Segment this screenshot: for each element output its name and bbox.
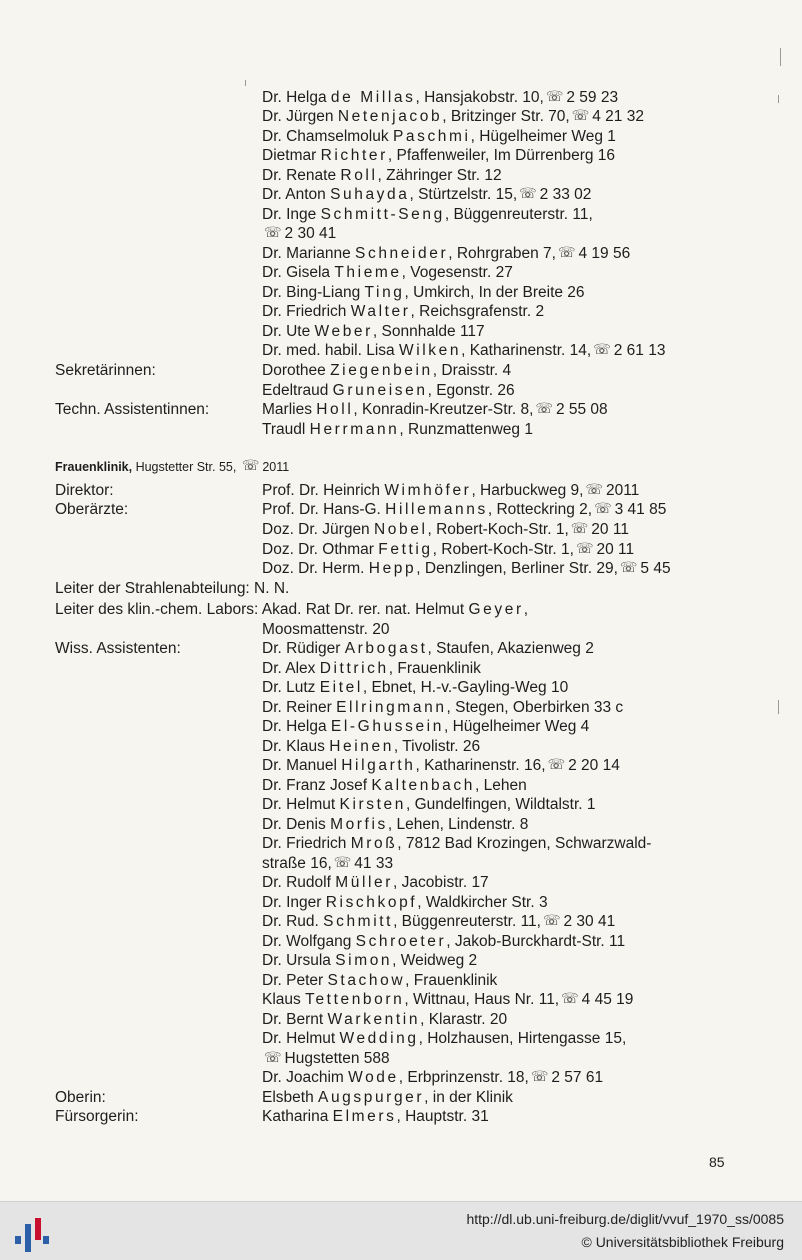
entry-text: , Lehen, Lindenstr. 8 — [387, 816, 529, 833]
directory-entry — [262, 146, 615, 165]
entry-text: Dr. Franz Josef — [262, 777, 372, 794]
directory-entry — [262, 88, 618, 107]
entry-text: , Robert-Koch-Str. 1, — [427, 521, 569, 538]
entry-text: Dr. Bernt — [262, 1011, 328, 1028]
entry-text: , — [523, 601, 529, 618]
surname: Morfis — [330, 816, 388, 833]
entry-text: Hugstetten 588 — [284, 1050, 390, 1067]
directory-entry — [262, 107, 644, 126]
entry-text: Dr. Peter — [262, 972, 328, 989]
surname: Thieme — [334, 264, 402, 281]
entry-text: Dr. Marianne — [262, 245, 356, 262]
category-label — [55, 579, 289, 598]
directory-entry — [262, 381, 515, 400]
directory-entry — [262, 400, 608, 419]
surname: Elmers — [332, 1108, 397, 1125]
entry-text: Edeltraud — [262, 382, 333, 399]
entry-text: Dr. Rud. — [262, 913, 324, 930]
entry-text: , Frauenklinik — [405, 972, 498, 989]
telephone-icon: ☏ — [542, 912, 561, 928]
telephone-icon: ☏ — [545, 88, 564, 104]
telephone-icon: ☏ — [593, 341, 611, 357]
directory-entry — [262, 717, 589, 736]
entry-text: , Egonstr. 26 — [427, 382, 515, 399]
entry-text: , Tivolistr. 26 — [393, 738, 481, 755]
directory-entry — [262, 639, 594, 658]
entry-text: Dr. Wolfgang — [262, 933, 356, 950]
entry-text: Dr. Inge — [262, 206, 321, 223]
telephone-icon: ☏ — [571, 107, 590, 123]
entry-text: Dr. Reiner — [262, 699, 337, 716]
entry-text: Prof. Dr. Heinrich — [262, 482, 385, 499]
surname: Tettenborn — [305, 991, 405, 1008]
entry-text: Dietmar — [262, 147, 321, 164]
directory-entry — [262, 166, 502, 185]
entry-text: Leiter des klin.-chem. Labors: Akad. Rat Dr. rer. nat. Helmut — [55, 601, 469, 618]
category-label — [55, 1107, 139, 1126]
entry-text: , Runzmattenweg 1 — [399, 421, 533, 438]
surname: Richter — [320, 147, 388, 164]
entry-text: Dr. Lutz — [262, 679, 320, 696]
telephone-icon: ☏ — [264, 224, 282, 240]
entry-text: , Draisstr. 4 — [432, 362, 512, 379]
surname: Weber — [314, 323, 373, 340]
entry-text: Dr. Rudolf — [262, 874, 336, 891]
category-label — [55, 500, 128, 519]
directory-entry — [262, 559, 671, 578]
surname: Hepp — [368, 560, 417, 577]
entry-text: Direktor: — [55, 482, 114, 499]
telephone-icon: ☏ — [530, 1068, 549, 1084]
directory-entry — [262, 1068, 603, 1087]
entry-text: Doz. Dr. Herm. — [262, 560, 369, 577]
entry-text: Dr. Renate — [262, 167, 341, 184]
margin-mark — [780, 48, 781, 66]
entry-text: , Stegen, Oberbirken 33 c — [446, 699, 624, 716]
entry-text: Dr. Rüdiger — [262, 640, 345, 657]
entry-text: , Sonnhalde 117 — [372, 323, 485, 340]
directory-entry — [262, 990, 633, 1009]
section-heading-title: Frauenklinik, — [55, 460, 133, 474]
directory-entry — [262, 361, 511, 380]
entry-text: , Katharinenstr. 16, — [415, 757, 546, 774]
margin-mark — [245, 80, 246, 86]
entry-text: Sekretärinnen: — [55, 362, 156, 379]
entry-text: Dr. Jürgen — [262, 108, 338, 125]
directory-entry — [262, 127, 616, 146]
entry-text: Oberärzte: — [55, 501, 129, 518]
directory-entry — [262, 815, 528, 834]
entry-text: , Hügelheimer Weg 1 — [470, 128, 616, 145]
entry-text: Traudl — [262, 421, 310, 438]
surname: Simon — [335, 952, 393, 969]
directory-entry — [262, 834, 651, 853]
surname: Fettig — [378, 541, 433, 558]
entry-text: , Britzinger Str. 70, — [442, 108, 570, 125]
directory-entry — [262, 481, 639, 500]
directory-entry — [262, 540, 634, 559]
entry-text: , Rotteckring 2, — [487, 501, 593, 518]
entry-text: Dr. Helmut — [262, 1030, 340, 1047]
surname: Stachow — [327, 972, 406, 989]
category-label — [55, 639, 181, 658]
entry-text: Dr. Friedrich — [262, 303, 351, 320]
entry-text: , Katharinenstr. 14, — [461, 342, 592, 359]
surname: Wilken — [398, 342, 462, 359]
entry-text: Dr. Helmut — [262, 796, 340, 813]
entry-text: Wiss. Assistenten: — [55, 640, 181, 657]
copyright-notice: © Universitätsbibliothek Freiburg — [581, 1234, 784, 1250]
entry-text: Moosmattenstr. 20 — [262, 621, 390, 638]
category-label — [55, 400, 209, 419]
directory-entry — [262, 698, 623, 717]
entry-text: Dr. med. habil. Lisa — [262, 342, 399, 359]
entry-text: , Erbprinzenstr. 18, — [398, 1069, 529, 1086]
telephone-icon: ☏ — [241, 457, 260, 473]
directory-entry — [262, 1049, 390, 1068]
telephone-icon: ☏ — [575, 540, 594, 556]
surname: de Millas — [330, 89, 416, 106]
entry-text: , Robert-Koch-Str. 1, — [432, 541, 574, 558]
surname: Hilgarth — [341, 757, 416, 774]
entry-text: Prof. Dr. Hans-G. — [262, 501, 386, 518]
entry-text: , Umkirch, In der Breite 26 — [404, 284, 585, 301]
directory-entry — [262, 500, 666, 519]
surname: Paschmi — [392, 128, 471, 145]
entry-text: , Denzlingen, Berliner Str. 29, — [416, 560, 618, 577]
entry-text: Dr. Ute — [262, 323, 315, 340]
section-heading-address: Hugstetter Str. 55, — [132, 460, 237, 474]
surname: Nobel — [374, 521, 428, 538]
surname: Dittrich — [319, 660, 389, 677]
telephone-icon: ☏ — [594, 500, 612, 516]
directory-entry — [262, 912, 615, 931]
entry-text: Dr. Chamselmoluk — [262, 128, 393, 145]
directory-entry — [262, 659, 481, 678]
category-label — [55, 481, 114, 500]
directory-entry — [262, 283, 585, 302]
directory-entry — [262, 420, 533, 439]
surname: Kaltenbach — [371, 777, 475, 794]
entry-text: , Harbuckweg 9, — [471, 482, 584, 499]
directory-entry — [262, 932, 625, 951]
surname: Eitel — [319, 679, 363, 696]
directory-entry — [262, 873, 489, 892]
directory-entry — [262, 776, 527, 795]
entry-text: , Vogesenstr. 27 — [401, 264, 513, 281]
entry-text: , Lehen — [474, 777, 527, 794]
telephone-icon: ☏ — [561, 990, 579, 1006]
surname: Hillemanns — [385, 501, 488, 518]
surname: El-Ghussein — [330, 718, 444, 735]
entry-text: Elsbeth — [262, 1089, 319, 1106]
entry-text: 2 30 41 — [284, 225, 337, 242]
entry-text: Dr. Bing-Liang — [262, 284, 365, 301]
surname: Suhayda — [330, 186, 410, 203]
margin-mark — [778, 95, 779, 103]
entry-text: , Stürtzelstr. 15, — [409, 186, 518, 203]
category-label — [55, 1088, 106, 1107]
entry-text: Oberin: — [55, 1089, 106, 1106]
entry-text: , Pfaffenweiler, Im Dürrenberg 16 — [387, 147, 616, 164]
surname: Holl — [316, 401, 354, 418]
surname: Mroß — [350, 835, 398, 852]
entry-text: Dr. Inger — [262, 894, 326, 911]
surname: Geyer — [468, 601, 524, 618]
library-logo-icon — [12, 1210, 52, 1254]
directory-entry — [262, 1029, 626, 1048]
directory-entry — [262, 1010, 507, 1029]
surname: Ziegenbein — [330, 362, 433, 379]
section-heading — [55, 458, 289, 475]
entry-text: Dr. Helga — [262, 718, 331, 735]
entry-text: 20 11 — [596, 541, 635, 558]
entry-text: straße 16, — [262, 855, 332, 872]
entry-text: Dr. Klaus — [262, 738, 330, 755]
entry-text: , Ebnet, H.-v.-Gayling-Weg 10 — [362, 679, 569, 696]
entry-text: 2 57 61 — [551, 1069, 604, 1086]
permalink-url[interactable]: http://dl.ub.uni-freiburg.de/diglit/vvuf_1970_ss/0085 — [466, 1211, 784, 1227]
entry-text: Dr. Alex — [262, 660, 320, 677]
entry-text: 2 30 41 — [563, 913, 616, 930]
entry-text: , Frauenklinik — [388, 660, 481, 677]
entry-text: 2 55 08 — [555, 401, 608, 418]
surname: Wimhöfer — [384, 482, 472, 499]
entry-text: Klaus — [262, 991, 306, 1008]
entry-text: 2 33 02 — [539, 186, 592, 203]
entry-text: , in der Klinik — [424, 1089, 513, 1106]
directory-entry — [262, 185, 591, 204]
surname: Schmitt-Seng — [320, 206, 445, 223]
entry-text: , Gundelfingen, Wildtalstr. 1 — [405, 796, 596, 813]
entry-text: Techn. Assistentinnen: — [55, 401, 210, 418]
directory-entry — [262, 1088, 513, 1107]
entry-text: , Weidweg 2 — [392, 952, 478, 969]
entry-text: Dr. Anton — [262, 186, 331, 203]
section-heading-phone: 2011 — [262, 460, 290, 474]
telephone-icon: ☏ — [519, 185, 537, 201]
entry-text: Doz. Dr. Othmar — [262, 541, 379, 558]
directory-entry — [262, 893, 548, 912]
entry-text: , Staufen, Akazienweg 2 — [427, 640, 594, 657]
directory-entry — [262, 341, 665, 360]
entry-text: Dr. Manuel — [262, 757, 342, 774]
entry-text: 2 59 23 — [566, 89, 619, 106]
surname: Arbogast — [344, 640, 428, 657]
entry-text: , Rohrgraben 7, — [448, 245, 556, 262]
directory-entry — [262, 795, 596, 814]
entry-text: Dr. Gisela — [262, 264, 335, 281]
entry-text: , Jakob-Burckhardt-Str. 11 — [446, 933, 626, 950]
entry-text: , Jacobistr. 17 — [393, 874, 489, 891]
surname: Roll — [340, 167, 378, 184]
entry-text: Dr. Helga — [262, 89, 331, 106]
surname: Schneider — [355, 245, 449, 262]
entry-text: , Büggenreuterstr. 11, — [444, 206, 593, 223]
entry-text: , Wittnau, Haus Nr. 11, — [404, 991, 560, 1008]
surname: Herrmann — [309, 421, 400, 438]
entry-text: 41 33 — [354, 855, 394, 872]
entry-text: , Holzhausen, Hirtengasse 15, — [418, 1030, 627, 1047]
entry-text: , Zähringer Str. 12 — [377, 167, 502, 184]
category-label — [55, 600, 528, 619]
directory-entry — [262, 520, 629, 539]
entry-text: , Hansjakobstr. 10, — [415, 89, 544, 106]
entry-text: , Büggenreuterstr. 11, — [393, 913, 541, 930]
directory-entry — [262, 224, 336, 243]
telephone-icon: ☏ — [619, 559, 638, 575]
directory-entry — [262, 971, 497, 990]
directory-entry — [262, 302, 544, 321]
entry-text: Marlies — [262, 401, 317, 418]
page-number: 85 — [709, 1154, 725, 1170]
viewer-footer — [0, 1201, 802, 1260]
entry-text: , Waldkircher Str. 3 — [417, 894, 548, 911]
telephone-icon: ☏ — [557, 244, 576, 260]
entry-text: Dr. Joachim — [262, 1069, 349, 1086]
directory-entry — [262, 678, 568, 697]
surname: Augspurger — [318, 1089, 425, 1106]
surname: Gruneisen — [332, 382, 428, 399]
surname: Ting — [364, 284, 405, 301]
entry-text: , Hügelheimer Weg 4 — [443, 718, 590, 735]
surname: Ellringmann — [336, 699, 447, 716]
telephone-icon: ☏ — [333, 854, 352, 870]
telephone-icon: ☏ — [547, 756, 566, 772]
telephone-icon: ☏ — [535, 400, 553, 416]
entry-text: 4 21 32 — [592, 108, 644, 125]
entry-text: Katharina — [262, 1108, 333, 1125]
telephone-icon: ☏ — [264, 1049, 282, 1065]
margin-mark — [778, 700, 779, 714]
entry-text: , Konradin-Kreutzer-Str. 8, — [353, 401, 534, 418]
entry-text: Fürsorgerin: — [55, 1108, 139, 1125]
entry-text: 2 20 14 — [568, 757, 620, 774]
directory-entry — [262, 1107, 489, 1126]
entry-text: , Hauptstr. 31 — [396, 1108, 489, 1125]
entry-text: Dorothee — [262, 362, 331, 379]
entry-text: 3 41 85 — [614, 501, 667, 518]
surname: Schmitt — [323, 913, 394, 930]
category-label — [55, 361, 156, 380]
entry-text: , 7812 Bad Krozingen, Schwarzwald- — [397, 835, 652, 852]
directory-entry — [262, 263, 513, 282]
directory-entry — [262, 737, 480, 756]
directory-entry — [262, 322, 485, 341]
entry-text: , Klarastr. 20 — [420, 1011, 508, 1028]
entry-text: , Reichsgrafenstr. 2 — [410, 303, 545, 320]
entry-text: 2 61 13 — [613, 342, 666, 359]
surname: Warkentin — [327, 1011, 421, 1028]
entry-text: 20 11 — [591, 521, 629, 538]
entry-text: 5 45 — [640, 560, 671, 577]
surname: Wode — [348, 1069, 399, 1086]
directory-entry — [262, 205, 593, 224]
telephone-icon: ☏ — [585, 481, 603, 497]
entry-text: 4 45 19 — [581, 991, 634, 1008]
entry-text: Dr. Ursula — [262, 952, 336, 969]
surname: Walter — [350, 303, 411, 320]
entry-text: Dr. Friedrich — [262, 835, 351, 852]
entry-text: Leiter der Strahlenabteilung: N. N. — [55, 580, 290, 597]
surname: Müller — [335, 874, 394, 891]
entry-text: 4 19 56 — [578, 245, 631, 262]
surname: Heinen — [329, 738, 394, 755]
entry-text: Doz. Dr. Jürgen — [262, 521, 374, 538]
directory-entry — [262, 620, 390, 639]
directory-entry — [262, 951, 477, 970]
surname: Rischkopf — [325, 894, 418, 911]
directory-entry — [262, 854, 393, 873]
surname: Netenjacob — [337, 108, 443, 125]
directory-entry — [262, 756, 620, 775]
directory-entry — [262, 244, 630, 263]
entry-text: 2011 — [605, 482, 640, 499]
entry-text: Dr. Denis — [262, 816, 331, 833]
surname: Wedding — [339, 1030, 419, 1047]
surname: Schroeter — [355, 933, 447, 950]
telephone-icon: ☏ — [570, 520, 589, 536]
surname: Kirsten — [339, 796, 406, 813]
